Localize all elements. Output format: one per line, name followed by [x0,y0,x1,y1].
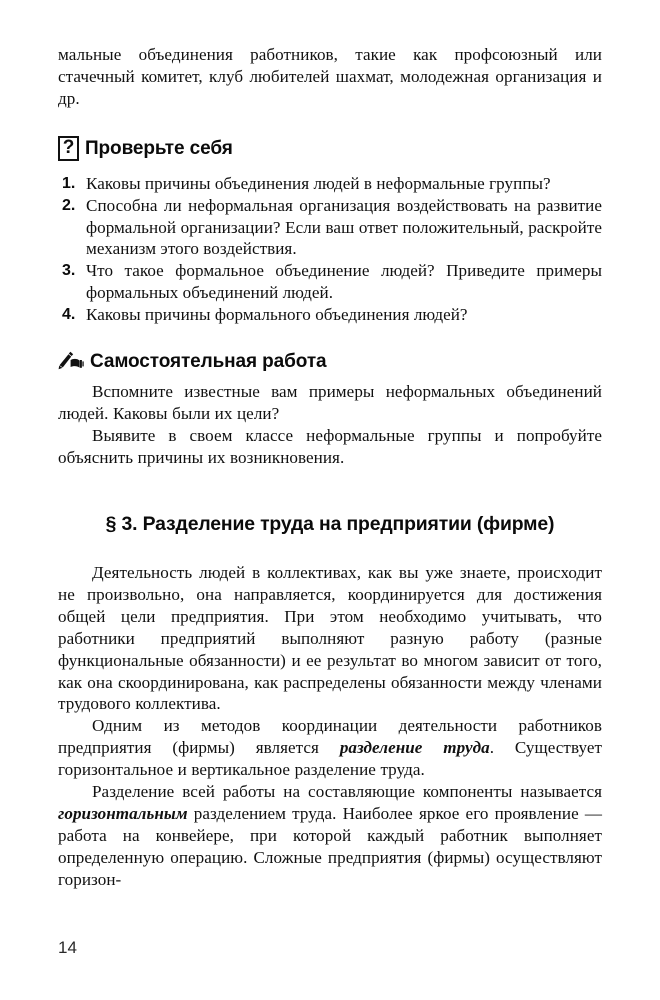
list-item-number: 1. [62,174,76,192]
list-item [58,304,602,326]
independent-work-heading [58,351,602,371]
section-title: § 3. Разделение труда на предприятии (фирме) [105,512,555,535]
independent-work-heading-label: Самостоятельная работа [90,350,327,372]
list-item [58,195,602,261]
section-paragraph-3-text-b: разделением труда. Наиболее яркое его проявление — работа на конвейере, при которой каждый работник выполняет определенную операцию. Сложные предприятия (фирмы) осуществляют горизон- [58,803,602,889]
list-item-text: Что такое формальное объединение людей? Приведите примеры формальных объединений людей. [86,261,602,303]
section-paragraph-3-text-a: Разделение всей работы на составляющие компоненты называется [92,782,602,802]
section-paragraph-2 [58,715,602,781]
list-item-text: Каковы причины объединения людей в неформальные группы? [86,173,551,193]
check-yourself-heading-label: Проверьте себя [85,137,233,159]
check-yourself-heading [58,136,602,161]
section-paragraph-2-text-a: Одним из методов координации деятельности работников предприятия (фирмы) является [58,716,602,758]
list-item-text: Каковы причины формального объединения людей? [86,305,468,325]
page-number: 14 [58,938,77,957]
intro-paragraph: мальные объединения работников, такие как профсоюзный или стачечный комитет, клуб любителей шахмат, молодежная организация и др. [58,45,602,108]
independent-work-paragraph-1: Вспомните известные вам примеры неформальных объединений людей. Каковы были их цели? [58,382,602,423]
section-paragraph-3 [58,781,602,891]
question-box-icon [58,136,79,161]
list-item-number: 2. [62,196,76,214]
question-mark-glyph: ? [62,137,75,159]
writing-hand-icon [58,351,84,371]
list-item-text: Способна ли неформальная организация воздействовать на развитие формальной организации? Если ваш ответ положительный, раскройте механизм этого воздействия. [86,195,602,259]
section-paragraph-2-text-b: . Существует горизонтальное и вертикальное разделение труда. [58,738,603,780]
independent-work-paragraph-2: Выявите в своем классе неформальные группы и попробуйте объяснить причины их возникновения. [58,425,602,467]
list-item [58,173,602,195]
list-item [58,260,602,304]
emphasis-term-division-of-labor: разделение труда [339,738,490,758]
emphasis-term-horizontal: горизонтальным [58,803,188,823]
list-item-number: 3. [62,262,76,280]
list-item-number: 4. [62,306,76,324]
section-paragraph-1: Деятельность людей в коллективах, как вы уже знаете, происходит не произвольно, она направляется, координируется для достижения общей цели предприятия. При этом необходимо учитывать, что работники предприятий выполняют разную работу (разные функциональные обязанности) и ее результат во многом зависит от того, как она скоординирована, как распределены обязанности между членами трудового коллектива. [58,562,602,714]
check-yourself-question-list [58,173,602,326]
